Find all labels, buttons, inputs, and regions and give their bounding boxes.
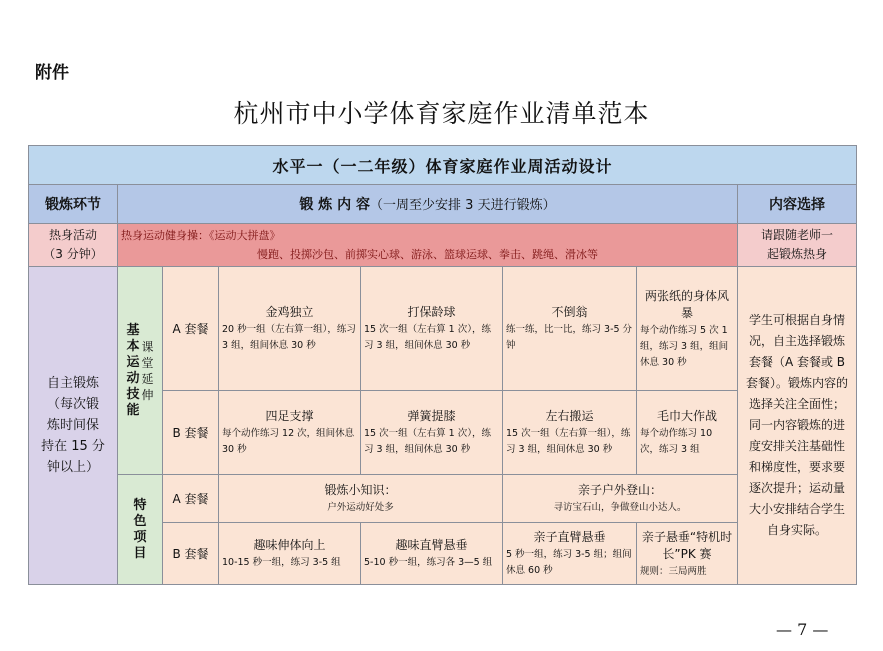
special-set-b-label: B 套餐 [163, 523, 219, 585]
warmup-line1: 热身运动健身操：《运动大拼盘》 [121, 229, 281, 242]
basic-subtitle-char: 伸 [141, 387, 154, 402]
basic-title-char: 本 [126, 338, 140, 354]
basic-title-char: 运 [126, 354, 140, 370]
activity-desc: 5-10 秒一组，练习各 3—5 组 [364, 557, 493, 568]
self-line2: （每次锻 [46, 397, 99, 412]
activity-cell [361, 523, 503, 585]
activity-cell [637, 391, 738, 475]
activity-name: 两张纸的身体风暴 [644, 288, 729, 320]
activity-name: 锻炼小知识： [324, 483, 397, 497]
activity-cell [219, 391, 361, 475]
header-stage: 锻炼环节 [29, 185, 118, 224]
activity-cell [361, 267, 503, 391]
activity-cell [503, 267, 637, 391]
activity-name: 亲子直臂悬垂 [533, 530, 606, 544]
special-projects-label [118, 475, 163, 585]
basic-title-char: 动 [126, 370, 140, 386]
activity-name: 趣味伸体向上 [253, 538, 326, 552]
self-line4: 持在 15 分 [41, 439, 105, 454]
basic-subtitle-char: 堂 [141, 355, 154, 370]
activity-name: 弹簧提膝 [407, 409, 456, 423]
basic-subtitle-char: 课 [141, 339, 154, 354]
activity-cell [219, 523, 361, 585]
attachment-label: 附件 [35, 63, 69, 83]
basic-title-char: 基 [126, 322, 140, 338]
activity-cell [503, 475, 738, 523]
activity-desc: 15 次一组（左右算 1 次），练习 3 组，组间休息 30 秒 [364, 324, 491, 351]
basic-skills-label [118, 267, 163, 475]
basic-set-a-label: A 套餐 [163, 267, 219, 391]
activity-desc: 20 秒一组（左右算一组），练习 3 组，组间休息 30 秒 [222, 324, 356, 351]
activity-name: 打保龄球 [407, 305, 456, 319]
warmup-stage [29, 224, 118, 267]
activity-cell [219, 267, 361, 391]
warmup-duration: （3 分钟） [43, 247, 103, 261]
warmup-choice [738, 224, 857, 267]
activity-desc: 练一练，比一比，练习 3-5 分钟 [506, 324, 633, 351]
header-content-note: （一周至少安排 3 天进行锻炼） [370, 198, 556, 213]
basic-title-char: 技 [126, 386, 140, 402]
choice-description: 学生可根据自身情况，自主选择锻炼套餐（A 套餐或 B 套餐）。锻炼内容的选择关注全面性；同一内容锻炼的进度安排关注基础性和梯度性，要求要逐次提升；运动量大小安排结合学生自身实际。 [738, 267, 857, 585]
warmup-choice-line1: 请跟随老师一 [761, 228, 834, 242]
document-title: 杭州市中小学体育家庭作业清单范本 [233, 99, 650, 128]
warmup-content [118, 224, 738, 267]
header-content [118, 185, 738, 224]
basic-subtitle-char: 延 [141, 371, 154, 386]
activity-desc: 每个动作练习 12 次，组间休息 30 秒 [222, 428, 355, 455]
activity-desc: 每个动作练习 10 次，练习 3 组 [640, 428, 713, 455]
activity-desc: 规则：三局两胜 [640, 565, 707, 577]
warmup-stage-name: 热身活动 [48, 228, 97, 242]
header-choice: 内容选择 [738, 185, 857, 224]
activity-name: 金鸡独立 [265, 305, 314, 319]
special-title-char: 色 [133, 513, 147, 529]
activity-desc: 每个动作练习 5 次 1 组，练习 3 组，组间休息 30 秒 [640, 324, 729, 368]
activity-name: 亲子户外登山： [577, 483, 662, 497]
basic-title-char: 能 [126, 402, 140, 418]
activity-desc: 15 次一组（左右算 1 次），练习 3 组，组间休息 30 秒 [364, 428, 491, 455]
activity-cell [219, 475, 503, 523]
activity-name: 毛巾大作战 [656, 409, 717, 423]
activity-desc: 10-15 秒一组，练习 3-5 组 [222, 557, 341, 568]
basic-set-b-label: B 套餐 [163, 391, 219, 475]
warmup-line2: 慢跑、投掷沙包、前掷实心球、游泳、篮球运球、拳击、跳绳、滑冰等 [257, 248, 598, 261]
activity-cell [637, 267, 738, 391]
self-line3: 炼时间保 [46, 418, 99, 433]
self-line1: 自主锻炼 [46, 376, 99, 391]
self-exercise-stage [29, 267, 118, 585]
special-set-a-label: A 套餐 [163, 475, 219, 523]
special-title-char: 特 [133, 497, 147, 513]
special-title-char: 项 [133, 529, 147, 545]
activity-name: 趣味直臂悬垂 [395, 538, 468, 552]
activity-name: 不倒翁 [551, 305, 588, 319]
activity-cell [503, 523, 637, 585]
warmup-choice-line2: 起锻炼热身 [767, 247, 828, 261]
page-number: — 7 — [776, 620, 829, 639]
homework-plan-table [28, 145, 857, 585]
activity-desc: 寻访宝石山，争做登山小达人。 [553, 502, 687, 513]
header-content-label: 锻 炼 内 容 [299, 197, 371, 213]
special-title-char: 目 [133, 545, 147, 561]
activity-desc: 15 次一组（左右算一组），练习 3 组，组间休息 30 秒 [506, 428, 631, 455]
activity-name: 四足支撑 [265, 409, 314, 423]
activity-cell [637, 523, 738, 585]
activity-name: 亲子悬垂“特机时长”PK 赛 [641, 529, 733, 561]
self-line5: 钟以上） [46, 460, 99, 475]
activity-desc: 5 秒一组，练习 3-5 组；组间休息 60 秒 [506, 549, 632, 576]
activity-cell [361, 391, 503, 475]
level-title: 水平一（一二年级）体育家庭作业周活动设计 [29, 146, 857, 185]
activity-cell [503, 391, 637, 475]
activity-desc: 户外运动好处多 [327, 502, 394, 513]
activity-name: 左右搬运 [545, 409, 594, 423]
